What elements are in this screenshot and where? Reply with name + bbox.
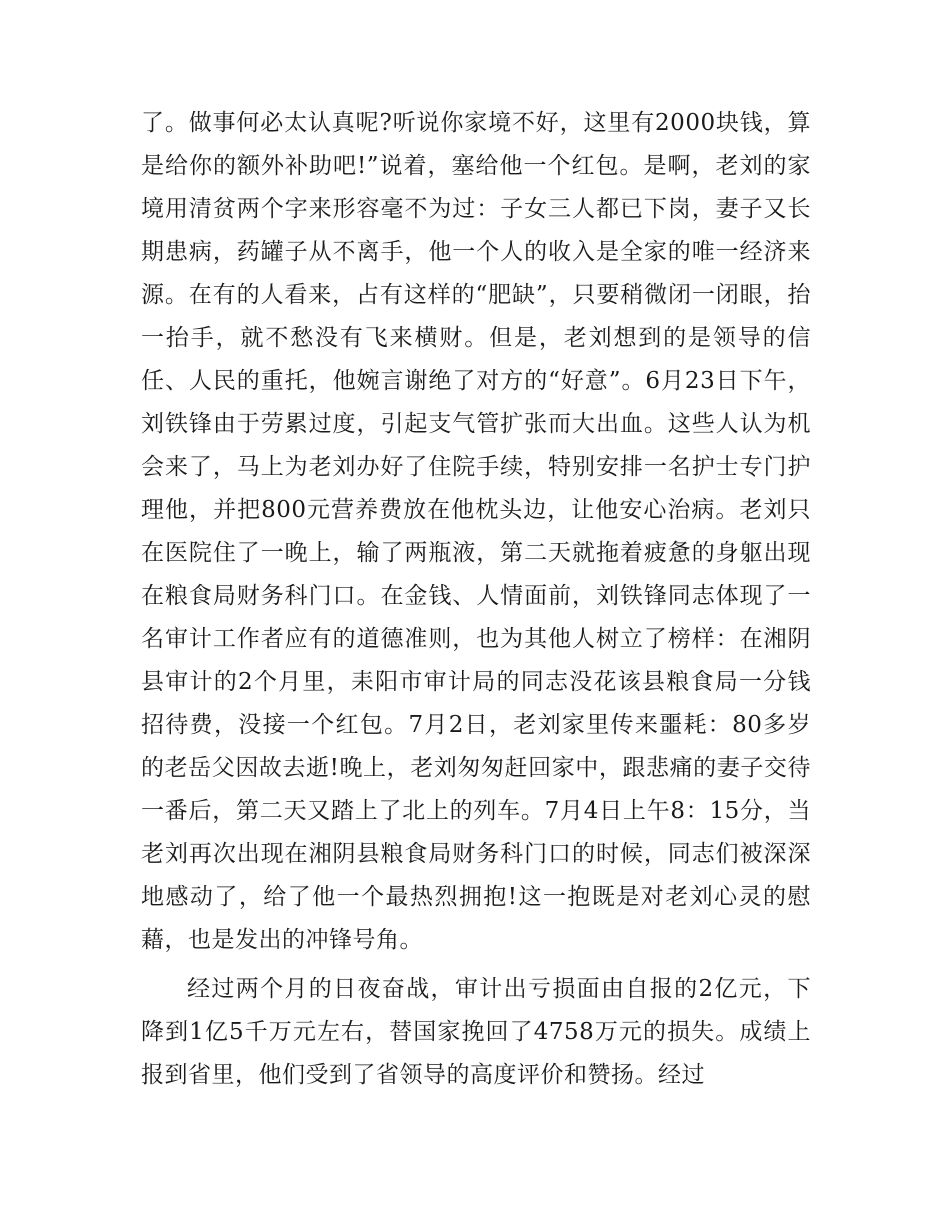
body-text bbox=[141, 102, 811, 1097]
paragraph-2: 经过两个月的日夜奋战，审计出亏损面由自报的2亿元，下降到1亿5千万元左右，替国家挽回了4758万元的损失。成绩上报到省里，他们受到了省领导的高度评价和赞扬。经过 bbox=[141, 976, 811, 1088]
paragraph-1: 了。做事何必太认真呢?听说你家境不好，这里有2000块钱，算是给你的额外补助吧!”说着，塞给他一个红包。是啊，老刘的家境用清贫两个字来形容毫不为过：子女三人都已下岗，妻子又长期患病，药罐子从不离手，他一个人的收入是全家的唯一经济来源。在有的人看来，占有这样的“肥缺”，只要稍微闭一闭眼，抬一抬手，就不愁没有飞来横财。但是，老刘想到的是领导的信任、人民的重托，他婉言谢绝了对方的“好意”。6月23日下午，刘铁锋由于劳累过度，引起支气管扩张而大出血。这些人认为机会来了，马上为老刘办好了住院手续，特别安排一名护士专门护理他，并把800元营养费放在他枕头边，让他安心治病。老刘只在医院住了一晚上，输了两瓶液，第二天就拖着疲惫的身躯出现在粮食局财务科门口。在金钱、人情面前，刘铁锋同志体现了一名审计工作者应有的道德准则，也为其他人树立了榜样：在湘阴县审计的2个月里，耒阳市审计局的同志没花该县粮食局一分钱招待费，没接一个红包。7月2日，老刘家里传来噩耗：80多岁的老岳父因故去逝!晚上，老刘匆匆赶回家中，跟悲痛的妻子交待一番后，第二天又踏上了北上的列车。7月4日上午8：15分，当老刘再次出现在湘阴县粮食局财务科门口的时候，同志们被深深地感动了，给了他一个最热烈拥抱!这一抱既是对老刘心灵的慰藉，也是发出的冲锋号角。 bbox=[141, 110, 811, 953]
